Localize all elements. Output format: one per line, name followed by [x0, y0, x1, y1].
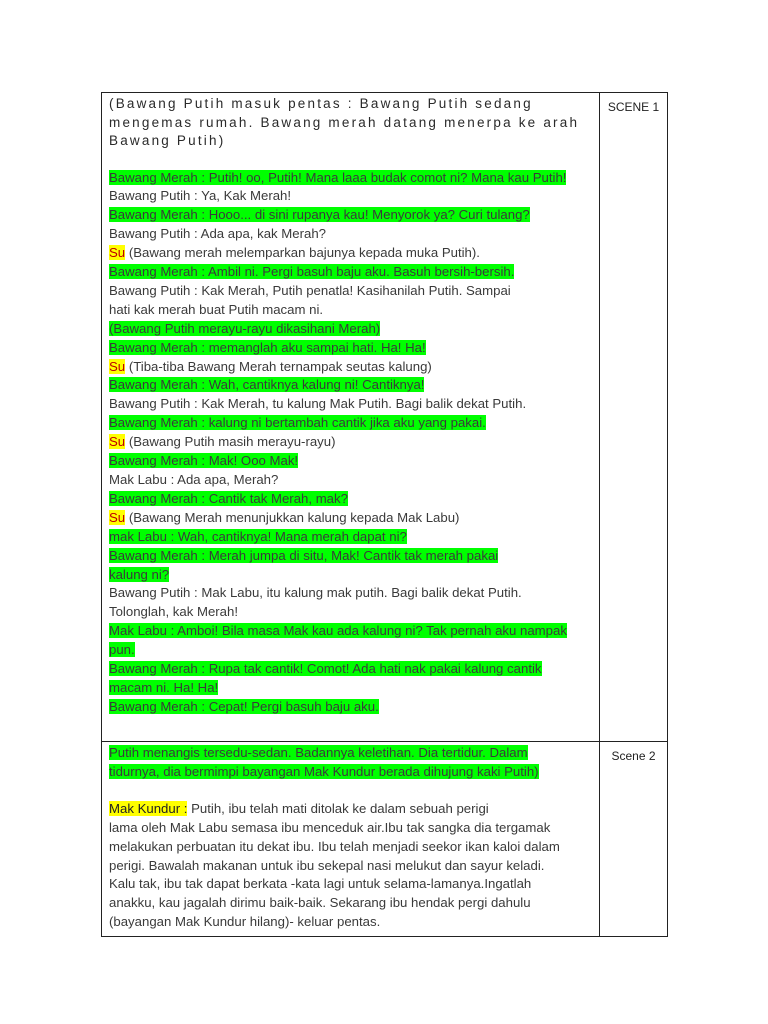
dialogue-text: mak Labu : Wah, cantiknya! Mana merah dapat ni? — [109, 528, 407, 544]
dialogue-line — [109, 206, 593, 225]
dialogue-text: Bawang Putih : Mak Labu, itu kalung mak putih. Bagi balik dekat Putih. — [109, 585, 522, 601]
scene-2-label-cell — [600, 742, 668, 937]
dialogue-text: Bawang Putih : Ya, Kak Merah! — [109, 188, 292, 204]
dialogue-text: Bawang Putih : Kak Merah, tu kalung Mak Putih. Bagi balik dekat Putih. — [109, 396, 527, 412]
su-marker: Su — [109, 509, 126, 525]
dialogue-line — [109, 471, 593, 490]
dialogue-line — [109, 528, 593, 547]
speech-text: lama oleh Mak Labu semasa ibu menceduk air.Ibu tak sangka dia tergamak — [109, 819, 551, 835]
dialogue-text: (Tiba-tiba Bawang Merah ternampak seutas kalung) — [128, 358, 432, 374]
dialogue-line — [109, 282, 593, 301]
dialogue-text: pun. — [109, 642, 135, 658]
dialogue-line — [109, 698, 593, 717]
dialogue-text: (Bawang merah melemparkan bajunya kepada muka Putih). — [128, 245, 480, 261]
dialogue-text: Mak Labu : Ada apa, Merah? — [109, 472, 279, 487]
dialogue-line — [109, 395, 593, 414]
speech-text: Putih, ibu telah mati ditolak ke dalam sebuah perigi — [187, 800, 489, 816]
dialogue-line — [109, 187, 593, 206]
scene-1-row — [102, 93, 668, 742]
dialogue-text: Bawang Putih : Ada apa, kak Merah? — [109, 226, 327, 242]
speech-line — [109, 800, 593, 819]
speech-text: perigi. Bawalah makanan untuk ibu sekepal nasi melukut dan sayur keladi. — [109, 857, 545, 873]
speech-text: melakukan perbuatan itu dekat ibu. Ibu telah menjadi seekor ikan kaloi dalam — [109, 838, 560, 854]
narration-line — [109, 763, 593, 782]
dialogue-line — [109, 566, 593, 585]
dialogue-text: Bawang Merah : Cepat! Pergi basuh baju aku. — [109, 698, 379, 714]
dialogue-text: kalung ni? — [109, 566, 170, 582]
dialogue-text: (Bawang Putih merayu-rayu dikasihani Merah) — [109, 320, 381, 336]
dialogue-text: Bawang Merah : Rupa tak cantik! Comot! Ada hati nak pakai kalung cantik — [109, 661, 542, 677]
narration-text: Putih menangis tersedu-sedan. Badannya keletihan. Dia tertidur. Dalam — [109, 745, 528, 760]
dialogue-line — [109, 452, 593, 471]
dialogue-text: Tolonglah, kak Merah! — [109, 604, 239, 620]
scene-2-row — [102, 742, 668, 937]
dialogue-text: hati kak merah buat Putih macam ni. — [109, 301, 324, 317]
dialogue-text: Bawang Merah : memanglah aku sampai hati. Ha! Ha! — [109, 339, 426, 355]
su-marker: Su — [109, 245, 126, 261]
narration-text: tidurnya, dia bermimpi bayangan Mak Kundur berada dihujung kaki Putih) — [109, 763, 539, 779]
su-marker: Su — [109, 358, 126, 374]
dialogue-line — [109, 376, 593, 395]
dialogue-line — [109, 414, 593, 433]
dialogue-line — [109, 339, 593, 358]
scene-1-text-cell — [102, 93, 600, 742]
speech-line — [109, 913, 593, 932]
dialogue-line — [109, 509, 593, 528]
dialogue-line — [109, 641, 593, 660]
dialogue-text: Bawang Merah : Mak! Ooo Mak! — [109, 453, 299, 469]
speech-text: (bayangan Mak Kundur hilang)- keluar pentas. — [109, 914, 381, 930]
dialogue-text: (Bawang Merah menunjukkan kalung kepada Mak Labu) — [128, 509, 460, 525]
speech-text: anakku, kau jagalah dirimu baik-baik. Sekarang ibu hendak pergi dahulu — [109, 895, 531, 911]
speaker-name: Mak Kundur : — [109, 800, 188, 816]
dialogue-line — [109, 263, 593, 282]
scene-1-label-cell — [600, 93, 668, 742]
scene-1-label: SCENE 1 — [607, 100, 660, 114]
speech-line — [109, 838, 593, 857]
dialogue-line — [109, 433, 593, 452]
speech-line — [109, 819, 593, 838]
scene-1-stage-direction: (Bawang Putih masuk pentas : Bawang Putih sedang mengemas rumah. Bawang merah datang menerpa ke arah Bawang Putih) — [109, 96, 580, 148]
scene-2-narration — [109, 744, 593, 782]
scene-1-dialogue — [109, 169, 593, 717]
script-table — [101, 92, 668, 937]
speech-line — [109, 857, 593, 876]
speech-text: Kalu tak, ibu tak dapat berkata -kata lagi untuk selama-lamanya.Ingatlah — [109, 876, 532, 892]
speech-line — [109, 894, 593, 913]
su-marker: Su — [109, 434, 126, 450]
dialogue-line — [109, 358, 593, 377]
scene-2-speech — [109, 800, 593, 932]
scene-2-label: Scene 2 — [611, 749, 656, 763]
dialogue-text: Bawang Merah : Wah, cantiknya kalung ni! Cantiknya! — [109, 377, 425, 393]
dialogue-text: Bawang Merah : Hooo... di sini rupanya kau! Menyorok ya? Curi tulang? — [109, 207, 530, 223]
dialogue-line — [109, 490, 593, 509]
dialogue-text: Mak Labu : Amboi! Bila masa Mak kau ada kalung ni? Tak pernah aku nampak — [109, 623, 567, 639]
dialogue-text: Bawang Putih : Kak Merah, Putih penatla! Kasihanilah Putih. Sampai — [109, 282, 511, 298]
dialogue-line — [109, 622, 593, 641]
dialogue-line — [109, 320, 593, 339]
speech-line — [109, 875, 593, 894]
dialogue-text: Bawang Merah : Putih! oo, Putih! Mana laaa budak comot ni? Mana kau Putih! — [109, 169, 567, 185]
narration-line — [109, 744, 593, 763]
dialogue-text: Bawang Merah : Ambil ni. Pergi basuh baju aku. Basuh bersih-bersih. — [109, 264, 515, 280]
dialogue-line — [109, 584, 593, 603]
dialogue-line — [109, 225, 593, 244]
dialogue-line — [109, 244, 593, 263]
dialogue-text: Bawang Merah : kalung ni bertambah cantik jika aku yang pakai. — [109, 415, 486, 431]
dialogue-text: Bawang Merah : Cantik tak Merah, mak? — [109, 490, 348, 506]
dialogue-text: macam ni. Ha! Ha! — [109, 679, 219, 695]
scene-2-text-cell — [102, 742, 600, 937]
dialogue-line — [109, 169, 593, 188]
dialogue-line — [109, 679, 593, 698]
dialogue-line — [109, 603, 593, 622]
dialogue-text: (Bawang Putih masih merayu-rayu) — [128, 434, 336, 450]
dialogue-line — [109, 547, 593, 566]
dialogue-line — [109, 301, 593, 320]
dialogue-line — [109, 660, 593, 679]
dialogue-text: Bawang Merah : Merah jumpa di situ, Mak! Cantik tak merah pakai — [109, 547, 499, 563]
